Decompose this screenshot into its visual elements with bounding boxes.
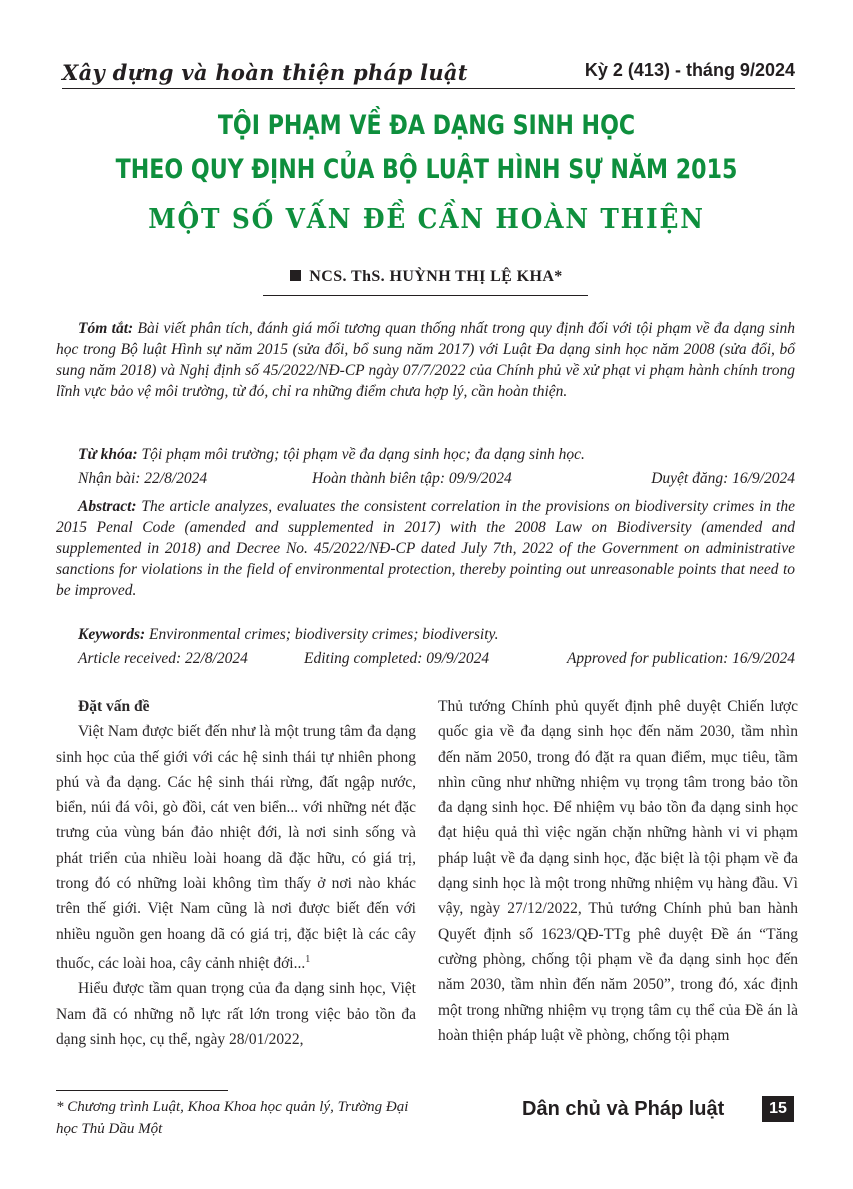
author-rule xyxy=(263,295,588,296)
running-header xyxy=(62,54,795,90)
edited-date-vi: Hoàn thành biên tập: 09/9/2024 xyxy=(312,470,512,487)
received-date-en: Article received: 22/8/2024 xyxy=(78,650,248,667)
abstract-en-label: Abstract: xyxy=(78,498,137,515)
body-paragraph-1-text: Việt Nam được biết đến như là một trung tâm đa dạng sinh học của thế giới với các hệ sinh thái tự nhiên phong phú và đa dạng. Các hệ sinh thái rừng, đất ngập nước, biển, núi đá vôi, gò đồi, cát ven biển... với những nét đặc trưng của vùng bán đảo nhiệt đới, là nơi sinh sống và phát triển của nhiều loài hoang dã đặc hữu, có giá trị, trong đó có những loài không tìm thấy ở nơi nào khác trên thế giới. Việt Nam cũng là nơi được biết đến với nhiều nguồn gen hoang dã có giá trị, đặc biệt là các cây thuốc, các loài hoa, cây cảnh nhiệt đới... xyxy=(56,723,416,973)
body-column-left xyxy=(56,694,416,1052)
square-bullet-icon xyxy=(290,270,301,281)
author-affiliation-footnote: * Chương trình Luật, Khoa Khoa học quản lý, Trường Đại học Thủ Dầu Một xyxy=(56,1099,409,1137)
keywords-en xyxy=(56,624,795,645)
keywords-en-label: Keywords: xyxy=(78,626,146,643)
body-paragraph-2: Hiểu được tầm quan trọng của đa dạng sinh học, Việt Nam đã có những nỗ lực rất lớn trong việc bảo tồn đa dạng sinh học, cụ thể, ngày 28/01/2022, xyxy=(56,980,416,1049)
approved-date-vi: Duyệt đăng: 16/9/2024 xyxy=(651,470,795,487)
journal-section-title: Xây dựng và hoàn thiện pháp luật xyxy=(62,60,468,85)
abstract-en-text: The article analyzes, evaluates the consistent correlation in the provisions on biodiversity crimes in the 2015 Penal Code (amended and supplemented in 2017) with the 2008 Law on Biodiversity (amended and supplemented in 2018) and Decree No. 45/2022/NĐ-CP dated July 7th, 2022 of the Government on administrative sanctions for violations in the field of environmental protection, thereby pointing out unreasonable points that need to be improved. xyxy=(56,498,795,599)
author-name: NCS. ThS. HUỲNH THỊ LỆ KHA* xyxy=(309,268,563,285)
body-paragraph-1 xyxy=(56,719,416,976)
section-heading: Đặt vấn đề xyxy=(78,698,150,715)
footer-journal-name: Dân chủ và Pháp luật xyxy=(522,1098,725,1120)
keywords-vi-label: Từ khóa: xyxy=(78,446,138,463)
body-column-right xyxy=(438,694,798,1048)
keywords-vi-text: Tội phạm môi trường; tội phạm về đa dạng sinh học; đa dạng sinh học. xyxy=(137,446,585,463)
approved-date-en: Approved for publication: 16/9/2024 xyxy=(566,650,795,667)
issue-number: Kỳ 2 (413) - tháng 9/2024 xyxy=(584,60,795,80)
keywords-vi xyxy=(56,444,795,465)
abstract-vi xyxy=(56,318,795,402)
edited-date-en: Editing completed: 09/9/2024 xyxy=(304,650,490,667)
title-line-1: TỘI PHẠM VỀ ĐA DẠNG SINH HỌC xyxy=(217,110,636,141)
subtitle: MỘT SỐ VẤN ĐỀ CẦN HOÀN THIỆN xyxy=(148,204,705,235)
dates-vi xyxy=(78,470,795,491)
page-number: 15 xyxy=(762,1096,794,1122)
abstract-vi-label: Tóm tắt: xyxy=(78,320,134,337)
dates-en xyxy=(78,650,795,671)
title-line-2: THEO QUY ĐỊNH CỦA BỘ LUẬT HÌNH SỰ NĂM 2015 xyxy=(115,154,738,185)
received-date-vi: Nhận bài: 22/8/2024 xyxy=(78,470,208,487)
abstract-vi-text: Bài viết phân tích, đánh giá mối tương quan thống nhất trong quy định đối với tội phạm về đa dạng sinh học trong Bộ luật Hình sự năm 2015 (sửa đổi, bổ sung năm 2017) với Luật Đa dạng sinh học năm 2008 (sửa đổi, bổ sung năm 2018) và Nghị định số 45/2022/NĐ-CP ngày 07/7/2022 của Chính phủ về xử phạt vi phạm hành chính trong lĩnh vực bảo vệ môi trường, từ đó, chỉ ra những điểm chưa hợp lý, cần hoàn thiện. xyxy=(56,320,795,400)
footnote-rule xyxy=(56,1090,228,1091)
author-line xyxy=(0,268,853,286)
body-paragraph-3: Thủ tướng Chính phủ quyết định phê duyệt Chiến lược quốc gia về đa dạng sinh học đến năm 2030, tầm nhìn đến năm 2050, trong đó đặt ra quan điểm, mục tiêu, tầm nhìn cũng như những nhiệm vụ trọng tâm trong bảo tồn đa dạng sinh học. Để nhiệm vụ bảo tồn đa dạng sinh học đạt hiệu quả thì việc ngăn chặn những hành vi vi phạm pháp luật về đa dạng sinh học, đặc biệt là tội phạm về đa dạng sinh học là một trong những nhiệm vụ hàng đầu. Vì vậy, ngày 27/12/2022, Thủ tướng Chính phủ ban hành Quyết định số 1623/QĐ-TTg phê duyệt Đề án “Tăng cường phòng, chống tội phạm về đa dạng sinh học đến năm 2030, tầm nhìn đến năm 2050”, trong đó, xác định một trong những nhiệm vụ trọng tâm cụ thể của Đề án là hoàn thiện pháp luật về phòng, chống tội phạm xyxy=(438,698,798,1044)
header-rule xyxy=(62,88,795,89)
abstract-en xyxy=(56,496,795,601)
keywords-en-text: Environmental crimes; biodiversity crimes; biodiversity. xyxy=(145,626,499,643)
footnote-ref: 1 xyxy=(305,953,311,965)
